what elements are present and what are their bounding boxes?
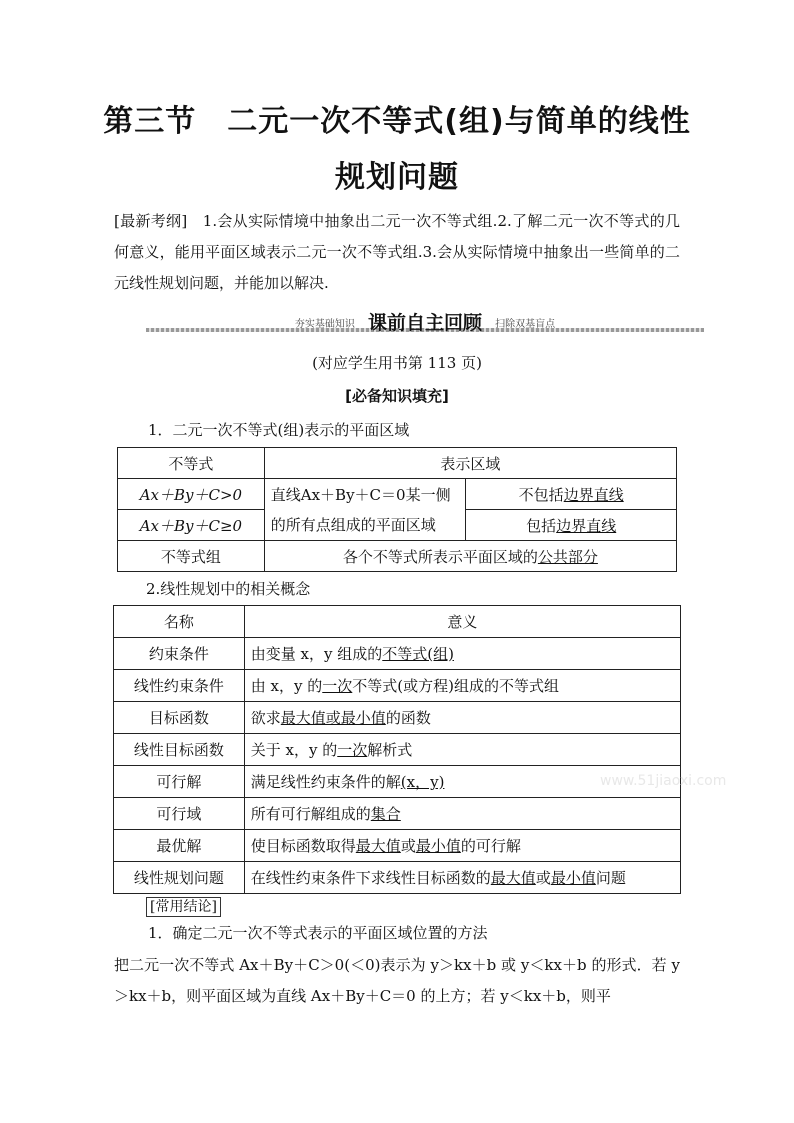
table-row bbox=[114, 638, 681, 670]
concept-table bbox=[113, 605, 681, 894]
book-page-ref: (对应学生用书第 113 页) bbox=[312, 354, 482, 372]
cell-answer: 最小值 bbox=[415, 837, 461, 855]
outline-text: 1.会从实际情境中抽象出二元一次不等式组.2.了解二元一次不等式的几何意义，能用平面区域表示二元一次不等式组.3.会从实际情境中抽象出一些简单的二元线性规划问题，并能加以解决. bbox=[114, 212, 680, 292]
cell-text: 由 x，y 的 bbox=[250, 677, 323, 695]
cell-answer: 一次 bbox=[322, 677, 353, 695]
cell-text: 欲求 bbox=[250, 709, 281, 727]
banner-right: 扫除双基盲点 bbox=[495, 319, 556, 330]
ineq-cell: Ax＋By＋C≥0 bbox=[118, 510, 265, 541]
item1-heading: 1．二元一次不等式(组)表示的平面区域 bbox=[148, 421, 410, 439]
concept-name-cell: 可行解 bbox=[114, 766, 245, 798]
concept-name-cell: 目标函数 bbox=[114, 702, 245, 734]
cell-text: 的可行解 bbox=[460, 837, 521, 855]
cell-text: 不等式(或方程)组成的不等式组 bbox=[352, 677, 559, 695]
concept-meaning-cell bbox=[244, 830, 680, 862]
concept-name-cell: 线性规划问题 bbox=[114, 862, 245, 894]
cell-text: 的函数 bbox=[385, 709, 431, 727]
header-cell: 不等式 bbox=[118, 448, 265, 479]
cell-text: 由变量 x，y 组成的 bbox=[250, 645, 383, 663]
cell-answer: 最大值 bbox=[355, 837, 401, 855]
concept-name-cell: 线性约束条件 bbox=[114, 670, 245, 702]
region-cell bbox=[466, 479, 677, 510]
cell-text: 满足线性约束条件的解 bbox=[250, 773, 401, 791]
cell-answer: 集合 bbox=[370, 805, 401, 823]
concept-name-cell: 线性目标函数 bbox=[114, 734, 245, 766]
concept-name-cell: 约束条件 bbox=[114, 638, 245, 670]
conclusion-heading: 1．确定二元一次不等式表示的平面区域位置的方法 bbox=[148, 924, 488, 942]
table-row bbox=[114, 606, 681, 638]
watermark bbox=[600, 762, 726, 792]
cell-text: 各个不等式所表示平面区域的 bbox=[342, 547, 538, 566]
conclusion-tag: [常用结论] bbox=[146, 897, 221, 917]
table-row bbox=[118, 541, 677, 572]
section-heading: [必备知识填充] bbox=[345, 387, 449, 405]
cell-text: 或 bbox=[535, 869, 551, 887]
concept-meaning-cell bbox=[244, 670, 680, 702]
region-cell bbox=[264, 541, 676, 572]
concept-name-cell: 可行域 bbox=[114, 798, 245, 830]
table-row bbox=[114, 862, 681, 894]
page-title-line1: 第三节 二元一次不等式(组)与简单的线性 bbox=[103, 104, 691, 139]
cell-text: 所有可行解组成的 bbox=[250, 805, 371, 823]
cell-answer: (x，y) bbox=[400, 773, 445, 791]
cell-text: 包括 bbox=[526, 516, 557, 535]
region-table bbox=[117, 447, 677, 572]
cell-text: 问题 bbox=[595, 869, 626, 887]
table-row bbox=[114, 766, 681, 798]
concept-meaning-cell bbox=[244, 862, 680, 894]
concept-name-cell: 最优解 bbox=[114, 830, 245, 862]
cell-answer: 公共部分 bbox=[537, 547, 598, 566]
header-cell: 名称 bbox=[114, 606, 245, 638]
page-title-line2: 规划问题 bbox=[335, 160, 459, 195]
cell-answer: 不等式(组) bbox=[382, 645, 454, 663]
cell-answer: 最大值或最小值 bbox=[280, 709, 386, 727]
concept-meaning-cell bbox=[244, 798, 680, 830]
table-row bbox=[118, 448, 677, 479]
cell-answer: 一次 bbox=[337, 741, 368, 759]
header-cell: 意义 bbox=[244, 606, 680, 638]
concept-meaning-cell bbox=[244, 638, 680, 670]
cell-answer: 最大值 bbox=[490, 869, 536, 887]
concept-meaning-cell bbox=[244, 734, 680, 766]
cell-text: 解析式 bbox=[367, 741, 413, 759]
table-row bbox=[114, 830, 681, 862]
outline-tag: [最新考纲] bbox=[114, 212, 188, 230]
exam-outline bbox=[114, 206, 680, 299]
region-desc-cell: 直线Ax＋By＋C＝0某一侧的所有点组成的平面区域 bbox=[264, 479, 466, 541]
watermark-text: www.51jiaoxi.com bbox=[600, 773, 727, 789]
table-row bbox=[114, 734, 681, 766]
banner-title: 课前自主回顾 bbox=[367, 312, 482, 334]
table-row bbox=[114, 670, 681, 702]
cell-text: 使目标函数取得 bbox=[250, 837, 356, 855]
conclusion-text: 把二元一次不等式 Ax＋By＋C＞0(＜0)表示为 y＞kx＋b 或 y＜kx＋b 的形式．若 y＞kx＋b，则平面区域为直线 Ax＋By＋C＝0 的上方；若 y＜kx＋b，则平 bbox=[114, 956, 680, 1005]
cell-text: 或 bbox=[400, 837, 416, 855]
banner-left: 夯实基础知识 bbox=[294, 319, 355, 330]
table-row bbox=[114, 798, 681, 830]
region-cell bbox=[466, 510, 677, 541]
header-cell: 表示区域 bbox=[264, 448, 676, 479]
item2-heading: 2.线性规划中的相关概念 bbox=[146, 580, 311, 598]
ineq-cell: Ax＋By＋C>0 bbox=[118, 479, 265, 510]
cell-text: 在线性约束条件下求线性目标函数的 bbox=[250, 869, 491, 887]
ineq-cell: 不等式组 bbox=[118, 541, 265, 572]
cell-answer: 最小值 bbox=[550, 869, 596, 887]
cell-text: 不包括 bbox=[518, 485, 564, 504]
cell-text: 关于 x，y 的 bbox=[250, 741, 338, 759]
section-banner bbox=[146, 308, 704, 332]
cell-answer: 边界直线 bbox=[556, 516, 617, 535]
table-row bbox=[114, 702, 681, 734]
table-row bbox=[118, 479, 677, 510]
concept-meaning-cell bbox=[244, 702, 680, 734]
cell-answer: 边界直线 bbox=[563, 485, 624, 504]
